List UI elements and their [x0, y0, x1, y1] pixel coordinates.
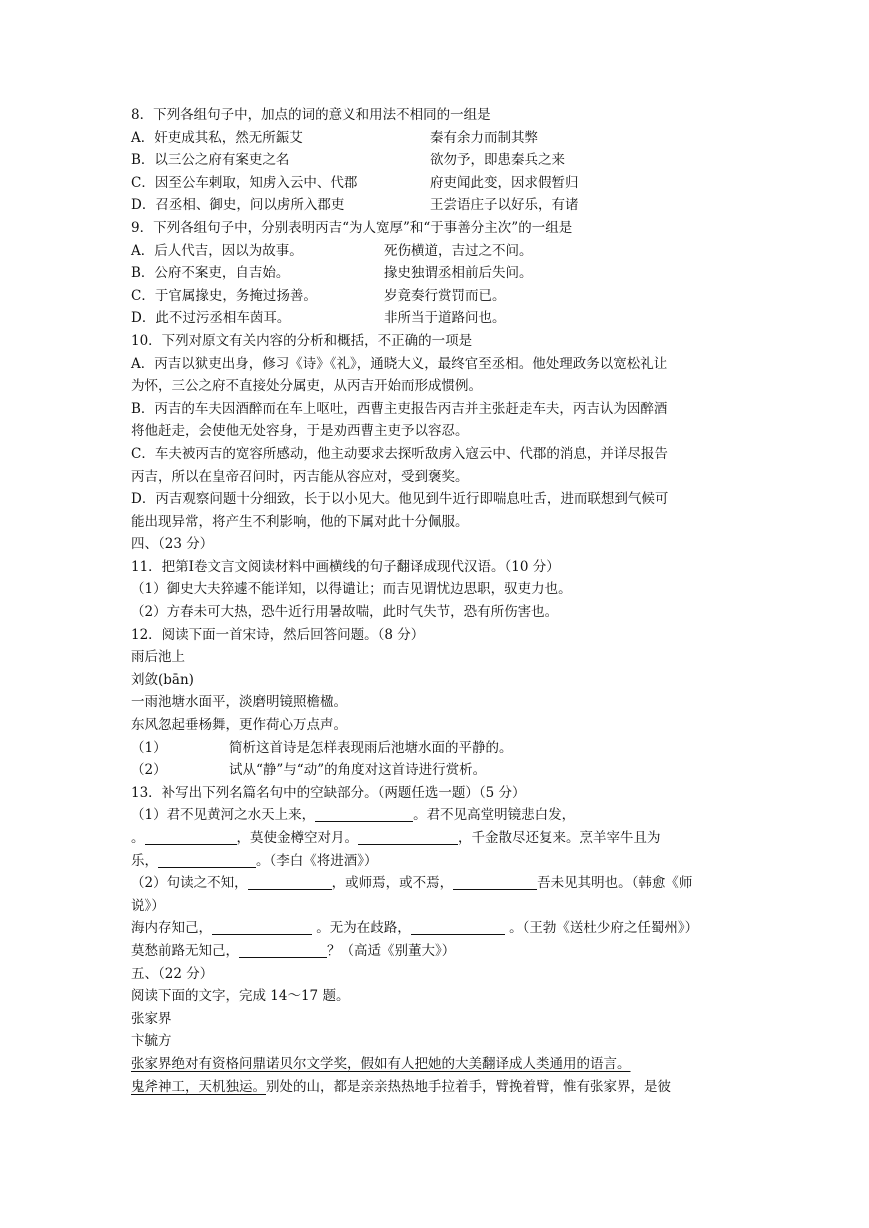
q13-stem: 13．补写出下列名篇名句中的空缺部分。（两题任选一题）（5 分） — [131, 784, 526, 801]
q13-line: （1）君不见黄河之水天上来， 。君不见高堂明镜悲白发， — [131, 807, 576, 824]
section-4-heading: 四、（23 分） — [131, 536, 214, 553]
section-5-heading: 五、（22 分） — [131, 965, 214, 982]
reading-intro: 阅读下面的文字，完成 14～17 题。 — [131, 988, 350, 1005]
fill-blank[interactable] — [158, 853, 256, 868]
poem-author: 刘敛(bān) — [131, 671, 194, 688]
q13-line: 乐， 。（李白《将进酒》） — [131, 852, 378, 869]
essay-author: 卞毓方 — [131, 1033, 172, 1050]
fill-blank[interactable] — [453, 875, 537, 890]
q13-line: 。 ，莫使金樽空对月。 ，千金散尽还复来。烹羊宰牛且为 — [131, 830, 661, 846]
document-page — [131, 104, 746, 1098]
q13-line: 莫愁前路无知己， ？（高适《别董大》） — [131, 942, 456, 959]
q8-option-b: B．以三公之府有案吏之名 欲勿予，即患秦兵之来 — [131, 152, 565, 169]
q10-stem: 10．下列对原文有关内容的分析和概括，不正确的一项是 — [131, 332, 473, 349]
q12-question-2: （2） 试从“静”与“动”的角度对这首诗进行赏析。 — [131, 762, 487, 779]
fill-blank[interactable] — [212, 920, 312, 935]
q13-line: 说》） — [131, 897, 165, 914]
fill-blank[interactable] — [315, 807, 413, 822]
q12-question-1: （1） 简析这首诗是怎样表现雨后池塘水面的平静的。 — [131, 739, 513, 756]
q11-item-1: （1）御史大夫猝遽不能详知，以得谴让；而吉见谓忧边思职，驭吏力也。 — [131, 581, 572, 598]
q8-stem: 8．下列各组句子中，加点的词的意义和用法不相同的一组是 — [131, 107, 491, 123]
q8-option-a: A．奸吏成其私，然无所鋠艾 秦有余力而制其弊 — [131, 129, 538, 146]
q8-option-d: D．召丞相、御史，问以虏所入郡吏 王尝语庄子以好乐，有诸 — [131, 197, 579, 214]
q13-line: （2）句读之不知， ，或师焉，或不焉， 吾未见其明也。（韩愈《师 — [131, 875, 693, 892]
q11-stem: 11．把第Ⅰ卷文言文阅读材料中画横线的句子翻译成现代汉语。（10 分） — [131, 558, 560, 575]
fill-blank[interactable] — [239, 943, 327, 958]
q10-line: 丙吉，所以在皇帝召问时，丙吉能从容应对，受到褒奖。 — [131, 468, 469, 485]
fill-blank[interactable] — [145, 830, 237, 845]
q10-line: A．丙吉以狱吏出身，修习《诗》《礼》，通晓大义，最终官至丞相。他处理政务以宽松礼让 — [131, 355, 668, 372]
q9-stem: 9．下列各组句子中，分别表明丙吉“为人宽厚”和“于事善分主次”的一组是 — [131, 219, 573, 236]
essay-paragraph: 张家界绝对有资格问鼎诺贝尔文学奖，假如有人把她的大美翻译成人类通用的语言。 — [131, 1055, 631, 1072]
q9-option-b: B．公府不案吏，自吉始。 掾史独谓丞相前后失问。 — [131, 265, 533, 282]
poem-title: 雨后池上 — [131, 649, 185, 666]
q10-line: 能出现异常，将产生不利影响，他的下属对此十分佩服。 — [131, 513, 469, 530]
fill-blank[interactable] — [248, 875, 332, 890]
q10-line: B．丙吉的车夫因酒醉而在车上呕吐，西曹主吏报告丙吉并主张赶走车夫，丙吉认为因醉酒 — [131, 400, 668, 417]
fill-blank[interactable] — [358, 830, 458, 845]
q12-stem: 12．阅读下面一首宋诗，然后回答问题。（8 分） — [131, 626, 425, 643]
essay-paragraph: 鬼斧神工，天机独运。别处的山，都是亲亲热热地手拉着手，臂挽着臂，惟有张家界，是彼 — [131, 1078, 671, 1095]
q11-item-2: （2）方春未可大热，恐牛近行用暑故喘，此时气失节，恐有所伤害也。 — [131, 604, 559, 621]
q9-option-a: A．后人代吉，因以为故事。 死伤横道，吉过之不问。 — [131, 242, 533, 259]
essay-title: 张家界 — [131, 1010, 172, 1027]
q10-line: C．车夫被丙吉的宽容所感动，他主动要求去探听敌虏入寇云中、代郡的消息，并详尽报告 — [131, 445, 668, 462]
q8-option-c: C．因至公车剌取，知虏入云中、代郡 府吏闻此变，因求假暂归 — [131, 174, 579, 191]
fill-blank[interactable] — [411, 920, 505, 935]
poem-line: 一雨池塘水面平，淡磨明镜照檐楹。 — [131, 694, 347, 711]
q10-line: 将他赶走，会使他无处容身，于是劝西曹主吏予以容忍。 — [131, 423, 469, 440]
q9-option-d: D．此不过污丞相车茵耳。 非所当于道路问也。 — [131, 310, 506, 327]
q10-line: 为怀，三公之府不直接处分属吏，从丙吉开始而形成惯例。 — [131, 378, 482, 395]
poem-line: 东风忽起垂杨舞，更作荷心万点声。 — [131, 717, 347, 734]
q10-line: D．丙吉观察问题十分细致，长于以小见大。他见到牛近行即喘息吐舌，进而联想到气候可 — [131, 491, 669, 508]
q13-line: 海内存知己， 。无为在歧路， 。（王勃《送杜少府之任蜀州》） — [131, 920, 699, 937]
q9-option-c: C．于官属掾史，务掩过扬善。 岁竟奏行赏罚而已。 — [131, 287, 506, 304]
